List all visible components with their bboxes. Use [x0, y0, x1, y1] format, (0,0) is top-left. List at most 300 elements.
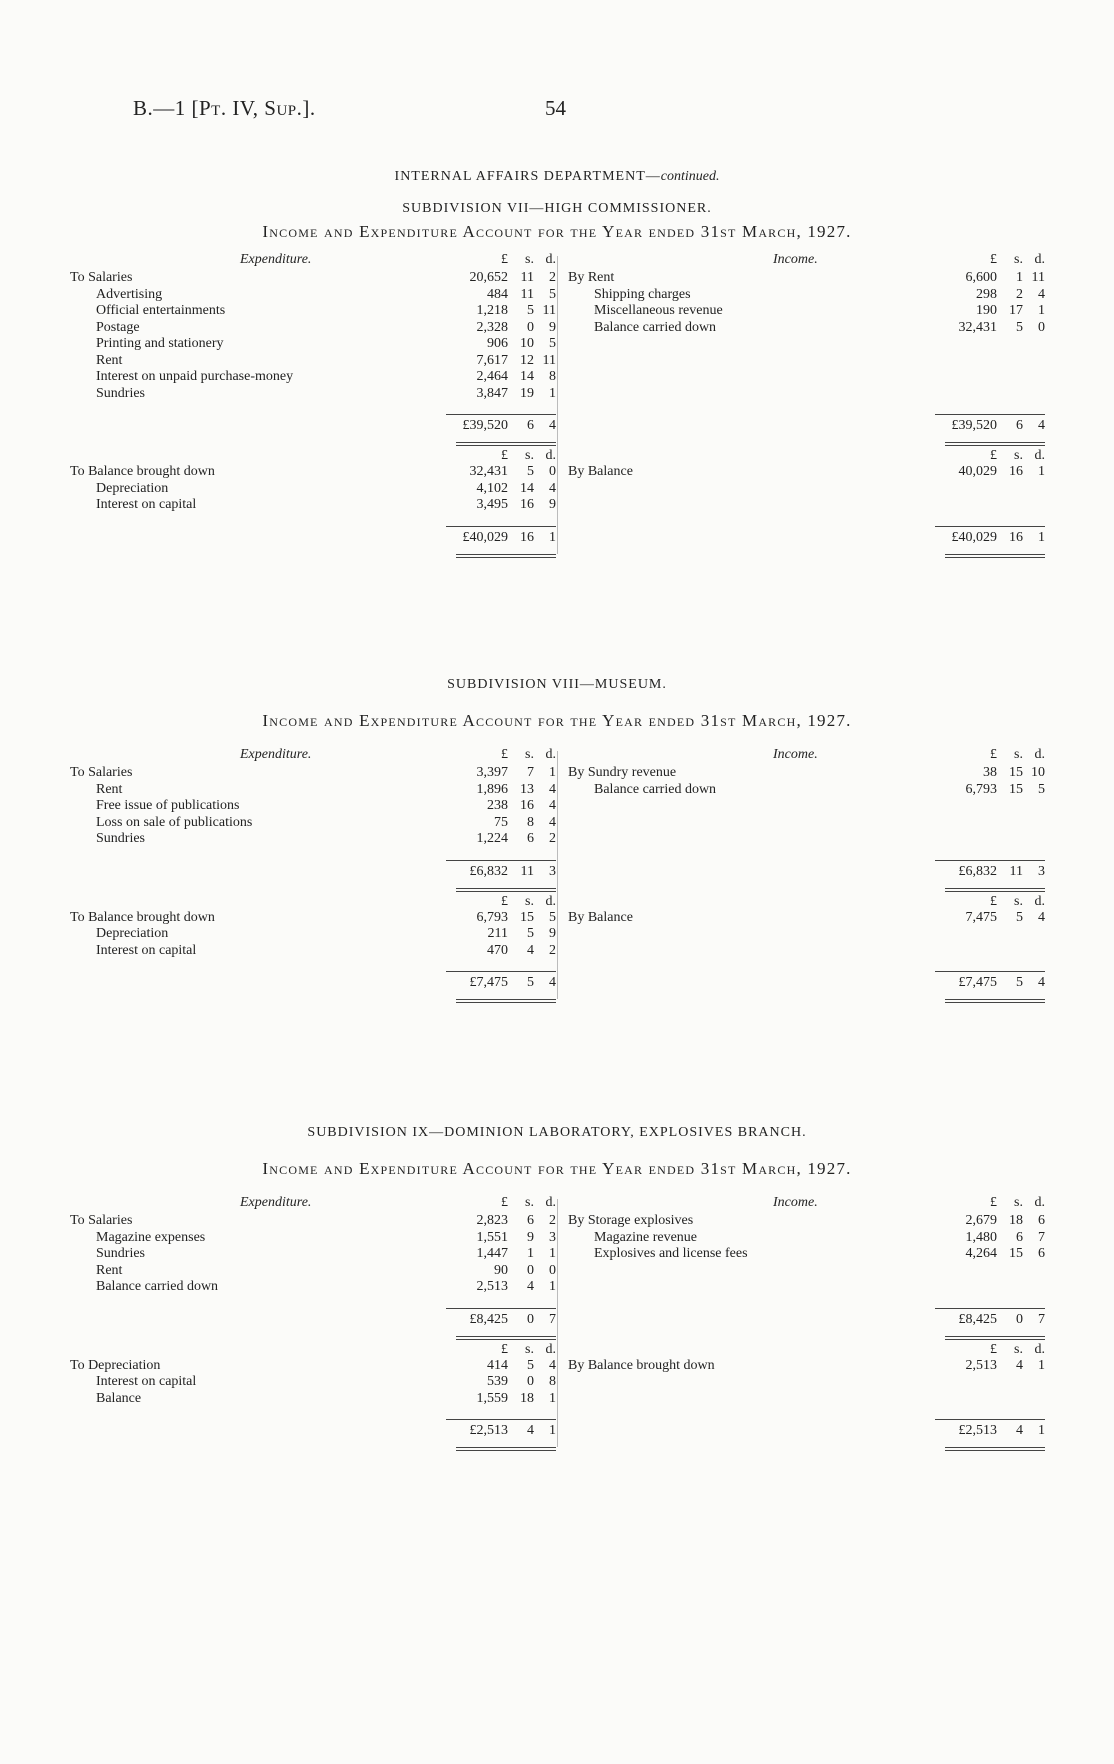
- pounds-value: £40,029: [951, 529, 997, 545]
- amount: [448, 815, 556, 832]
- pounds-value: 7,617: [476, 352, 508, 368]
- amount: [937, 1423, 1045, 1440]
- pounds-value: 906: [487, 336, 508, 351]
- income-side: [568, 747, 1045, 995]
- pence-value: 4: [549, 798, 556, 813]
- pence-value: 5: [1038, 781, 1045, 797]
- shillings-value: 6: [527, 1213, 534, 1228]
- subdivision-title: SUBDIVISION IX—DOMINION LABORATORY, EXPLOSIVES BRANCH.: [307, 1125, 807, 1140]
- spacer: [70, 959, 556, 971]
- pence-value: 1: [549, 1279, 556, 1294]
- pounds-value: 1,559: [476, 1390, 508, 1406]
- pence-value: 0: [549, 1262, 556, 1278]
- row-label: To Salaries: [70, 1213, 133, 1228]
- pounds-value: £7,475: [469, 975, 508, 990]
- pounds-heading: £: [990, 1195, 997, 1210]
- shillings-value: 16: [520, 798, 534, 813]
- pounds-heading: £: [990, 252, 997, 267]
- expenditure-row: [70, 481, 556, 498]
- row-label: Interest on capital: [96, 1374, 197, 1389]
- expenditure-row: [70, 815, 556, 832]
- pence-value: 4: [1038, 286, 1045, 302]
- column-divider: [557, 751, 558, 999]
- expenditure-row: [70, 1374, 556, 1391]
- shillings-value: 5: [527, 303, 534, 318]
- double-rule: [456, 554, 556, 558]
- shillings-value: 5: [1016, 975, 1023, 990]
- expenditure-row: [70, 464, 556, 481]
- amount: [937, 303, 1045, 320]
- double-rule: [945, 554, 1045, 558]
- row-label: Advertising: [96, 286, 163, 302]
- expenditure-row: [70, 798, 556, 815]
- income-row: [568, 464, 1045, 481]
- pence-value: 7: [549, 1311, 556, 1327]
- row-label: Miscellaneous revenue: [594, 303, 723, 318]
- total-row: [568, 860, 1045, 884]
- shillings-heading: s.: [1014, 448, 1023, 463]
- double-rule: [456, 442, 556, 446]
- shillings-value: 11: [520, 863, 534, 879]
- total-rule: [935, 971, 1045, 972]
- amount: [937, 975, 1045, 992]
- expenditure-row: [70, 1358, 556, 1375]
- pounds-value: 1,447: [476, 1246, 508, 1261]
- amount: [448, 530, 556, 547]
- row-label: Sundries: [96, 1246, 145, 1261]
- income-row: [568, 1246, 1045, 1263]
- pence-value: 11: [542, 303, 556, 318]
- expenditure-caption: Expenditure.: [240, 252, 312, 267]
- entries-block: [568, 765, 1045, 848]
- pounds-value: 539: [487, 1374, 508, 1389]
- entries-block: [568, 910, 1045, 960]
- pence-value: 2: [549, 831, 556, 846]
- amount: [448, 926, 556, 943]
- pence-heading: d.: [545, 893, 556, 909]
- double-rule: [945, 999, 1045, 1003]
- row-label: Postage: [96, 319, 140, 335]
- spacer: [568, 402, 1045, 414]
- row-label: To Depreciation: [70, 1357, 161, 1373]
- pounds-heading: £: [990, 893, 997, 909]
- pounds-value: 2,679: [965, 1213, 997, 1228]
- row-label: Balance carried down: [594, 319, 717, 335]
- total-rule: [935, 860, 1045, 861]
- pence-heading: d.: [545, 1341, 556, 1357]
- amount: [448, 1263, 556, 1280]
- pounds-value: £8,425: [958, 1311, 997, 1327]
- pence-heading: d.: [1034, 252, 1045, 267]
- expenditure-row: [70, 320, 556, 337]
- pence-value: 4: [1038, 909, 1045, 925]
- lsd-header: [568, 448, 1045, 464]
- row-label: Free issue of publications: [96, 798, 240, 813]
- income-row: [568, 270, 1045, 287]
- shillings-value: 0: [527, 1374, 534, 1389]
- row-label: By Balance: [568, 909, 633, 925]
- shillings-value: 14: [520, 369, 534, 384]
- amount: [448, 497, 556, 514]
- column-divider: [557, 1199, 558, 1447]
- pence-value: 10: [1031, 765, 1045, 780]
- amount: [448, 1391, 556, 1408]
- shillings-heading: s.: [1014, 252, 1023, 267]
- shillings-value: 4: [527, 1279, 534, 1294]
- pounds-value: 6,600: [965, 270, 997, 285]
- expenditure-row: [70, 353, 556, 370]
- income-caption: Income.: [773, 747, 818, 762]
- pounds-value: £2,513: [469, 1423, 508, 1438]
- shillings-value: 5: [1016, 909, 1023, 925]
- amount: [448, 320, 556, 337]
- shillings-value: 10: [520, 336, 534, 351]
- total-rule: [446, 1419, 556, 1420]
- shillings-value: 16: [1009, 529, 1023, 545]
- pence-value: 3: [549, 1229, 556, 1245]
- total-rule: [446, 526, 556, 527]
- pence-heading: d.: [545, 1195, 556, 1210]
- shillings-heading: s.: [525, 1341, 534, 1357]
- amount: [937, 864, 1045, 881]
- income-row: [568, 1213, 1045, 1230]
- spacer: [568, 848, 1045, 860]
- pence-value: 1: [549, 385, 556, 401]
- row-label: By Sundry revenue: [568, 765, 677, 780]
- pounds-value: £39,520: [951, 418, 997, 433]
- income-caption: Income.: [773, 1195, 818, 1210]
- total-rule: [446, 1308, 556, 1309]
- double-rule: [456, 1336, 556, 1340]
- amount: [937, 1230, 1045, 1247]
- pence-heading: d.: [1034, 448, 1045, 463]
- expenditure-row: [70, 1213, 556, 1230]
- shillings-value: 6: [1016, 418, 1023, 433]
- subdivision-title: SUBDIVISION VII—HIGH COMMISSIONER.: [402, 201, 712, 216]
- pence-value: 1: [1038, 1357, 1045, 1373]
- shillings-value: 16: [1009, 464, 1023, 479]
- entries-block: [70, 1358, 556, 1408]
- pounds-value: 6,793: [476, 909, 508, 925]
- pence-value: 4: [549, 480, 556, 496]
- amount: [448, 1230, 556, 1247]
- row-label: Printing and stationery: [96, 336, 224, 351]
- total-row: [70, 526, 556, 550]
- pence-value: 1: [549, 1246, 556, 1261]
- pounds-heading: £: [990, 747, 997, 762]
- side-header: [568, 747, 1045, 765]
- amount: [937, 1358, 1045, 1375]
- spacer: [568, 959, 1045, 971]
- shillings-value: 15: [1009, 765, 1023, 780]
- expenditure-row: [70, 270, 556, 287]
- amount: [448, 1312, 556, 1329]
- amount: [448, 336, 556, 353]
- pounds-value: 470: [487, 942, 508, 958]
- pounds-value: 3,847: [476, 385, 508, 401]
- amount: [448, 831, 556, 848]
- pence-value: 1: [549, 1390, 556, 1406]
- total-row: [70, 860, 556, 884]
- shillings-value: 6: [527, 831, 534, 846]
- department-title: [0, 169, 1114, 185]
- shillings-value: 4: [1016, 1357, 1023, 1373]
- shillings-heading: s.: [525, 747, 534, 762]
- lsd-columns: [448, 252, 556, 269]
- pence-value: 9: [549, 497, 556, 512]
- pence-heading: d.: [545, 747, 556, 762]
- amount: [937, 782, 1045, 799]
- shillings-heading: s.: [1014, 747, 1023, 762]
- account-title: Income and Expenditure Account for the Year ended 31st March, 1927.: [262, 711, 852, 730]
- shillings-value: 4: [527, 1423, 534, 1438]
- spacer: [568, 1296, 1045, 1308]
- pounds-value: 1,480: [965, 1229, 997, 1245]
- row-label: To Salaries: [70, 270, 133, 285]
- pounds-value: £6,832: [958, 863, 997, 879]
- income-row: [568, 287, 1045, 304]
- row-label: Sundries: [96, 385, 145, 401]
- lsd-columns: [448, 747, 556, 764]
- row-label: To Salaries: [70, 765, 133, 780]
- amount: [448, 975, 556, 992]
- pounds-heading: £: [990, 448, 997, 463]
- pence-value: 4: [549, 418, 556, 433]
- row-label: Rent: [96, 1262, 123, 1278]
- pounds-value: 2,513: [965, 1357, 997, 1373]
- amount: [448, 1246, 556, 1263]
- income-side: [568, 1195, 1045, 1443]
- income-caption: Income.: [773, 252, 818, 267]
- spacer: [568, 1407, 1045, 1419]
- income-row: [568, 303, 1045, 320]
- shillings-value: 11: [520, 286, 534, 302]
- pounds-value: 484: [487, 286, 508, 302]
- pence-heading: d.: [545, 448, 556, 463]
- pence-heading: d.: [1034, 1341, 1045, 1357]
- lsd-header: [568, 1342, 1045, 1358]
- page-reference: B.—1 [Pt. IV, Sup.].: [133, 96, 316, 120]
- lsd-columns: [937, 1342, 1045, 1359]
- total-row: [568, 1308, 1045, 1332]
- row-label: Magazine expenses: [96, 1229, 206, 1245]
- shillings-value: 1: [527, 1246, 534, 1261]
- expenditure-caption: Expenditure.: [240, 747, 312, 762]
- pence-heading: d.: [545, 252, 556, 267]
- pounds-value: 2,328: [476, 319, 508, 335]
- amount: [448, 798, 556, 815]
- pence-value: 1: [549, 1423, 556, 1438]
- pence-value: 8: [549, 1374, 556, 1389]
- amount: [448, 464, 556, 481]
- row-label: To Balance brought down: [70, 909, 215, 925]
- pounds-value: 3,397: [476, 765, 508, 780]
- shillings-heading: s.: [525, 893, 534, 909]
- row-label: Interest on capital: [96, 497, 197, 512]
- pence-heading: d.: [1034, 1195, 1045, 1210]
- pence-value: 1: [549, 529, 556, 545]
- pence-value: 1: [549, 765, 556, 780]
- row-label: To Balance brought down: [70, 464, 215, 479]
- row-label: Official entertainments: [96, 303, 226, 318]
- lsd-columns: [448, 448, 556, 465]
- shillings-value: 12: [520, 352, 534, 368]
- spacer: [568, 514, 1045, 526]
- expenditure-row: [70, 336, 556, 353]
- amount: [937, 270, 1045, 287]
- amount: [448, 1358, 556, 1375]
- pence-value: 2: [549, 270, 556, 285]
- spacer: [70, 514, 556, 526]
- shillings-value: 4: [1016, 1423, 1023, 1438]
- shillings-value: 16: [520, 529, 534, 545]
- subdivision-title: SUBDIVISION VIII—MUSEUM.: [447, 677, 667, 692]
- amount: [937, 530, 1045, 547]
- pence-heading: d.: [1034, 893, 1045, 909]
- expenditure-row: [70, 497, 556, 514]
- pounds-value: 1,896: [476, 781, 508, 797]
- expenditure-row: [70, 287, 556, 304]
- shillings-value: 15: [1009, 781, 1023, 797]
- amount: [937, 765, 1045, 782]
- pence-heading: d.: [1034, 747, 1045, 762]
- expenditure-caption: Expenditure.: [240, 1195, 312, 1210]
- entries-block: [70, 765, 556, 848]
- amount: [448, 910, 556, 927]
- shillings-value: 16: [520, 497, 534, 512]
- entries-block: [70, 270, 556, 402]
- side-header: [568, 252, 1045, 270]
- account-title: Income and Expenditure Account for the Year ended 31st March, 1927.: [262, 1159, 852, 1178]
- lsd-columns: [448, 894, 556, 911]
- shillings-value: 5: [527, 1357, 534, 1373]
- lsd-header: [568, 894, 1045, 910]
- pounds-value: 190: [976, 303, 997, 318]
- pence-value: 0: [549, 464, 556, 479]
- total-row: [70, 1419, 556, 1443]
- pounds-value: £40,029: [462, 529, 508, 545]
- amount: [448, 864, 556, 881]
- income-row: [568, 910, 1045, 927]
- expenditure-row: [70, 1391, 556, 1408]
- double-rule: [945, 1447, 1045, 1451]
- pence-value: 5: [549, 909, 556, 925]
- amount: [448, 287, 556, 304]
- row-label: Balance carried down: [96, 1279, 219, 1294]
- expenditure-row: [70, 1230, 556, 1247]
- income-row: [568, 320, 1045, 337]
- shillings-heading: s.: [1014, 1195, 1023, 1210]
- amount: [448, 353, 556, 370]
- amount: [937, 1312, 1045, 1329]
- pence-value: 1: [1038, 464, 1045, 479]
- expenditure-row: [70, 782, 556, 799]
- double-rule: [456, 888, 556, 892]
- lsd-header: [70, 894, 556, 910]
- pence-value: 3: [549, 863, 556, 879]
- pence-value: 3: [1038, 863, 1045, 879]
- double-rule: [945, 442, 1045, 446]
- pounds-heading: £: [501, 1195, 508, 1210]
- pounds-value: 6,793: [965, 781, 997, 797]
- pounds-value: 75: [494, 814, 508, 830]
- shillings-value: 6: [527, 418, 534, 433]
- shillings-value: 13: [520, 781, 534, 797]
- pounds-value: £7,475: [958, 975, 997, 990]
- row-label: Depreciation: [96, 926, 169, 941]
- pence-value: 7: [1038, 1311, 1045, 1327]
- pounds-value: £39,520: [462, 418, 508, 433]
- total-rule: [446, 414, 556, 415]
- income-row: [568, 1358, 1045, 1375]
- pence-value: 4: [1038, 975, 1045, 990]
- income-row: [568, 782, 1045, 799]
- pounds-value: 32,431: [469, 464, 508, 479]
- pence-value: 0: [1038, 319, 1045, 335]
- expenditure-row: [70, 1279, 556, 1296]
- pence-value: 1: [1038, 303, 1045, 318]
- entries-block: [70, 464, 556, 514]
- page-number: 54: [545, 96, 566, 120]
- shillings-value: 0: [527, 1311, 534, 1327]
- side-header: [70, 252, 556, 270]
- expenditure-row: [70, 831, 556, 848]
- row-label: Balance: [96, 1390, 142, 1406]
- pounds-value: 1,218: [476, 303, 508, 318]
- amount: [937, 1213, 1045, 1230]
- pounds-value: 2,513: [476, 1279, 508, 1294]
- amount: [448, 481, 556, 498]
- expenditure-row: [70, 1246, 556, 1263]
- pence-value: 11: [1031, 270, 1045, 285]
- row-label: Explosives and license fees: [594, 1246, 748, 1261]
- shillings-value: 4: [527, 942, 534, 958]
- pence-value: 6: [1038, 1213, 1045, 1228]
- shillings-value: 7: [527, 765, 534, 780]
- lsd-columns: [937, 747, 1045, 764]
- row-label: Sundries: [96, 831, 145, 846]
- pounds-value: 4,102: [476, 480, 508, 496]
- shillings-value: 18: [1009, 1213, 1023, 1228]
- spacer: [70, 1296, 556, 1308]
- total-row: [568, 1419, 1045, 1443]
- lsd-columns: [448, 1342, 556, 1359]
- amount: [448, 1279, 556, 1296]
- pounds-value: 2,823: [476, 1213, 508, 1228]
- amount: [448, 1374, 556, 1391]
- shillings-value: 5: [527, 975, 534, 990]
- shillings-value: 11: [1009, 863, 1023, 879]
- pounds-value: 7,475: [965, 909, 997, 925]
- amount: [448, 943, 556, 960]
- amount: [937, 418, 1045, 435]
- income-row: [568, 765, 1045, 782]
- total-rule: [446, 860, 556, 861]
- row-label: Rent: [96, 352, 123, 368]
- row-label: Rent: [96, 781, 123, 797]
- row-label: By Storage explosives: [568, 1213, 694, 1228]
- lsd-header: [70, 448, 556, 464]
- entries-block: [70, 910, 556, 960]
- total-rule: [935, 1419, 1045, 1420]
- entries-block: [568, 1213, 1045, 1296]
- pounds-value: 2,464: [476, 369, 508, 384]
- amount: [448, 418, 556, 435]
- amount: [448, 369, 556, 386]
- pounds-value: 40,029: [958, 464, 997, 479]
- double-rule: [456, 999, 556, 1003]
- entries-block: [568, 1358, 1045, 1408]
